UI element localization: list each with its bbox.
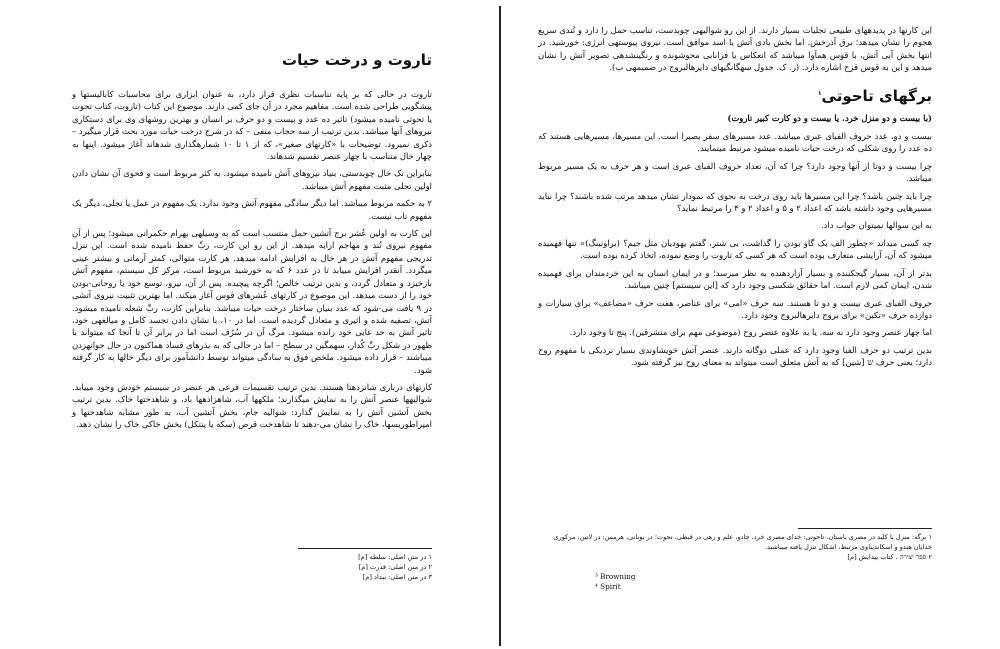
right-page-title — [538, 86, 932, 106]
paragraph: اما چهار عنصر وجود دارد نه سه. یا به علاوه عنصر روح (موضوعی مهم برای متشرقین). پنج تا وجود دارد. — [569, 327, 932, 338]
paragraph: بدتر از آن، بسیار گیجکننده و بسیار آزاردهنده به نظر میرسد؛ و در ایمان انسان به این خردمندان برای فهمیده شدن، ایمان کمی لازم است. اما حقائق شکسی وجود دارد که [این سیستم] چنین میباشد. — [538, 267, 932, 291]
footnote-separator — [298, 548, 432, 549]
book-spine-divider — [499, 6, 501, 646]
paragraph: حروف الفبای عبری بیست و دو تا هستند. سه حرف «امی» برای عناصر، هفت حرف «مضاعف» برای سیارات و دوازده حرف «تکین» برای بروج دایرهالبروج وجود دارد. — [538, 297, 932, 320]
footnote: ۱ در متن اصلی: سلطه [م] — [358, 553, 432, 561]
right-footnotes — [538, 533, 932, 562]
left-page-title: تاروت و درخت حیات — [282, 51, 432, 69]
latin-footnotes — [595, 572, 636, 592]
footnote: ³ Browning — [595, 572, 636, 581]
section-subtitle: (با بیست و دو منزل خرد. یا بیست و دو کارت کبیر تاروت) — [727, 112, 932, 123]
heading-footnote-mark: ۱ — [817, 89, 822, 97]
paragraph: به این سوالها نمیتوان جواب داد. — [821, 220, 932, 231]
paragraph: این کارت به اولین عُشر برج آتشین حمل منتسب است که به وسیلهی بهرام حکمرانی میشود؛ پس از آن مفهوم نیروی تُند و مهاجم ارایه میدهد. از این رو این کارت، ربِّ حفظ نامیده شده است. این تنزل تدریجی مفهوم آتش در هر خال به افزایش ادامه میدهد. هر کارت متوالی، کمتر آرمانی و بیشتر عینی میگردد. آنقدر افزایش مییابد تا در عدد ۶ که به خورشید مربوط است، مرکز کل سیستم، مفهوم آتش بازخیزد و متعادل گردد، و بدین ترتیب خالص؛ اگرچه پیچیده. پس از آن، نیرو، توسع خود یا روحانی-بودن خود را از دست میدهد. این موضوع در کارتهای عُشرهای قوس آغاز میکند. اما بهترین تثبیت نیروی آتشی در ۹ یافت می-شود که عدد بنیان ساختار درخت حیات میباشد. بنابراین کارت، ربِّ شعله نامیده میشود. آتش، تصفیه شده و اثیری و متعادل گردیده است. اما در ۱۰، با نشان دادن تجسد کامل و میالغهی خود، تاثیر آتش به حد غایی خود رانده میشود. مرگ آن در سُرُف است اما در برابر آن تا آنجا که میتواند با ظهور در شکل ربِّ کُدار، سهمگین در سطح – اما در حالی که به بذرهای فساد هماکنون در حال جوانهزدن میباشند – قرار داده میشود. ملخص فوق به سادگی میتواند توسط دانشآموز برای دیگر خالها به کار گرفته شود. — [72, 228, 432, 375]
left-footnotes — [290, 553, 432, 582]
paragraph: بدین ترتیب دو حرف الفبا وجود دارد که عملی دوگانه دارند. عنصر آتش خویشاوندی بسیار نزدیکی با مفهوم روح دارد؛ یعنی حرف ש [شین] که به آتش متعلق است میتواند به معنای روح نیز گرفته شود. — [538, 344, 932, 368]
section-heading: برگهای تاحوتی — [821, 86, 932, 105]
paragraph: ۲ به حکمه مربوط میباشد. اما دیگر سادگی مفهوم آتش وجود ندارد. یک مفهوم در عمل یا تجلی، دیگر یک مفهوم ناب نیست. — [72, 198, 432, 221]
right-page-body — [538, 24, 932, 374]
paragraph: بنابراین تک خال چوبدستی، بنیاد نیروهای آتش نامیده میشود. به کثر مربوط است و فحوی آن نشان دادن اولین تجلی مثبت مفهوم آتش میباشد. — [72, 168, 432, 191]
paragraph: بیست و دو، عدد حروف الفبای عبری میباشد. عدد مسیرهای سفر بصیرا است. این مسیرها، مسیرهایی هستند که ده عدد را روی شکلی که درخت حیات نامیده میشود مرتبط مینمایند. — [538, 131, 932, 154]
paragraph: چرا بیست و دوتا از آنها وجود دارد؟ چرا که آن، تعداد حروف الفبای عبری است و هر حرف به یک مسیر مربوط میباشد. — [538, 160, 932, 184]
left-page-body — [72, 28, 432, 436]
footnote: ۱ برگه: منزل یا کلید در مصری باستان. تاحوتی: خدای مصری خرد، جادو، علم و رهی در قبطی. تحوت؛ در یونانی، هرمس: در لاتین، مرکوری خدایان هندو و اسکاندیناوی مرتبط، اشکال تنزل یافته میباشند. — [553, 533, 932, 551]
footnote-separator — [798, 528, 932, 529]
footnote: ⁴ Spirit — [595, 581, 621, 591]
paragraph: تاروت در حالی که بر پایه تناسبات نظری قرار دارد، به عنوان ابزاری برای محاسبات کاباليستها و پیشگویی طراحی شده است. مفاهیم مجرد در آن جای کمی دارند. موضوع این کتاب (تاروت، کتاب تحوت یا تحوتی نامیده میشود) تاثیر ده عدد و بیست و دو حرف بر انسان و بهترین روشهای وی برای دستکاری نیروهای آنها میباشد. بدین ترتیب از سه حجاب منفی – که در شرح درخت حیات مورد بحث قرار میگیرد – ذکری نمیرود. توضیحات با «کارتهای صغیر»، که از ۱ تا ۱۰ شمارهگذاری شدهاند آغاز میشود. اینها به چهار خال متناسب با چهار عنصر تقسیم شدهاند. — [72, 89, 432, 162]
paragraph: کارتهای درباری شانزدهتا هستند. بدین ترتیب تقسیمات فرعی هر عنصر در سیستم خودش وجود مییابد. شوالیهها عنصر آتش را به نمایش میگذارند؛ ملکهها آب، شاهزادهها باد، و شاهدختها خاک. بدین ترتیب بخش آتشین آتش را به نمایش گذارد: شوالیه جام، بخش آتشین آب، به طور مشابه شاهدختها و امپراطوریسها، خاک را نشان می-دهند تا شاهدخت قرص (سکه یا پنتکل) بخش خاکی خاک را نشان دهد. — [72, 381, 432, 430]
right-page — [502, 0, 1000, 649]
footnote: ۳ در متن اصلی: بیداد [م] — [362, 572, 432, 581]
footnote: ۲ در متن اصلی: قدرت [م] — [358, 562, 432, 571]
footnote: ۲ ספר יצירה ، کتاب پیدایش [م] — [847, 552, 932, 561]
paragraph: چرا باید چنین باشد؟ چرا این مسیرها باید روی درخت به نحوی که نمودار نشان میدهد مرتب شده باشند؟ چرا نباید مسیرهایی وجود داشته باشد که اعداد ۲ و ۵ و اعداد ۲ و ۴ را مرتبط نماید؟ — [538, 190, 932, 214]
paragraph: چه کسی میداند «چطور الف یک گاو بودن را گذاشت، بی شتر، گفتم یهودیان مثل جیم؟ (براونینگ)» تنها فهمیده میشود که آن، آرایشی متعارف بوده است که هر کسی که تاروت را وضع نموده، اتخاذ کرده بوده است. — [538, 237, 932, 261]
intro-paragraph: این کارتها در پدیدههای طبیعی تجلیات بسیار دارند. از این رو شوالیهی چوبدست، تناسب حمل را دارد و تُندی سریع هجوم را نشان میدهد؛ برق آذرخش. اما بخش بادی آتش یا اسد موافق است. نیروی پیوستهی انرژی: خورشید. در انتها بخش آبی آتش، با قوس همآوا میباشد که انعکاس یا فرانابی محوشونده و رنگینشدهی تصویر آتش را نشان میدهد و این به قوس قزح اشاره دارد. (ر. ک. جدول سهگانگیهای دایرهالبروج در ضمیمهی ب). — [538, 25, 932, 73]
